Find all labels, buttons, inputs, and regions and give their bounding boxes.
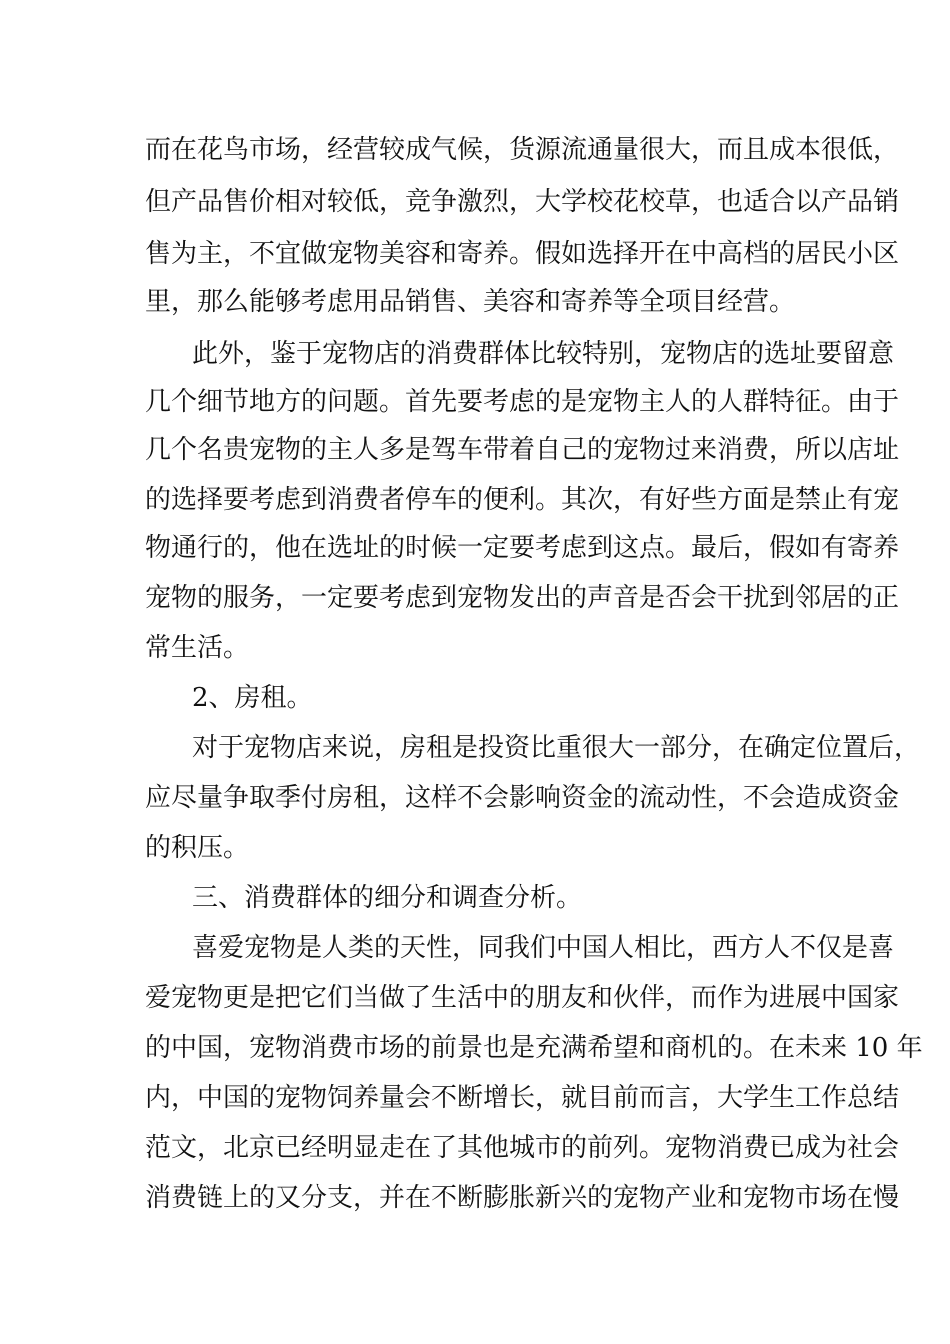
text-line: 的中国，宠物消费市场的前景也是充满希望和商机的。在未来 10 年: [145, 1033, 923, 1063]
text-line: 爱宠物更是把它们当做了生活中的朋友和伙伴，而作为进展中国家: [145, 983, 900, 1013]
text-line: 的积压。: [145, 833, 250, 863]
text-line: 售为主，不宜做宠物美容和寄养。假如选择开在中高档的居民小区: [145, 239, 900, 269]
text-line: 内，中国的宠物饲养量会不断增长，就目前而言，大学生工作总结: [145, 1083, 900, 1113]
text-line: 喜爱宠物是人类的天性，同我们中国人相比，西方人不仅是喜: [192, 933, 895, 963]
text-line: 消费链上的又分支，并在不断膨胀新兴的宠物产业和宠物市场在慢: [145, 1183, 900, 1213]
section-heading: 三、消费群体的细分和调查分析。: [192, 883, 583, 913]
text-line: 此外，鉴于宠物店的消费群体比较特别，宠物店的选址要留意: [192, 339, 895, 369]
text-line: 常生活。: [145, 633, 250, 663]
text-line: 几个名贵宠物的主人多是驾车带着自己的宠物过来消费，所以店址: [145, 435, 900, 465]
text-line: 而在花鸟市场，经营较成气候，货源流通量很大，而且成本很低，: [145, 135, 900, 165]
text-line: 里，那么能够考虑用品销售、美容和寄养等全项目经营。: [145, 287, 796, 317]
section-heading: 2、房租。: [192, 683, 313, 713]
text-line: 几个细节地方的问题。首先要考虑的是宠物主人的人群特征。由于: [145, 387, 900, 417]
text-line: 对于宠物店来说，房租是投资比重很大一部分，在确定位置后，: [192, 733, 921, 763]
text-line: 物通行的，他在选址的时候一定要考虑到这点。最后，假如有寄养: [145, 533, 900, 563]
text-line: 但产品售价相对较低，竞争激烈，大学校花校草，也适合以产品销: [145, 187, 900, 217]
text-line: 范文，北京已经明显走在了其他城市的前列。宠物消费已成为社会: [145, 1133, 900, 1163]
text-line: 应尽量争取季付房租，这样不会影响资金的流动性，不会造成资金: [145, 783, 900, 813]
text-line: 宠物的服务，一定要考虑到宠物发出的声音是否会干扰到邻居的正: [145, 583, 900, 613]
text-line: 的选择要考虑到消费者停车的便利。其次，有好些方面是禁止有宠: [145, 485, 900, 515]
